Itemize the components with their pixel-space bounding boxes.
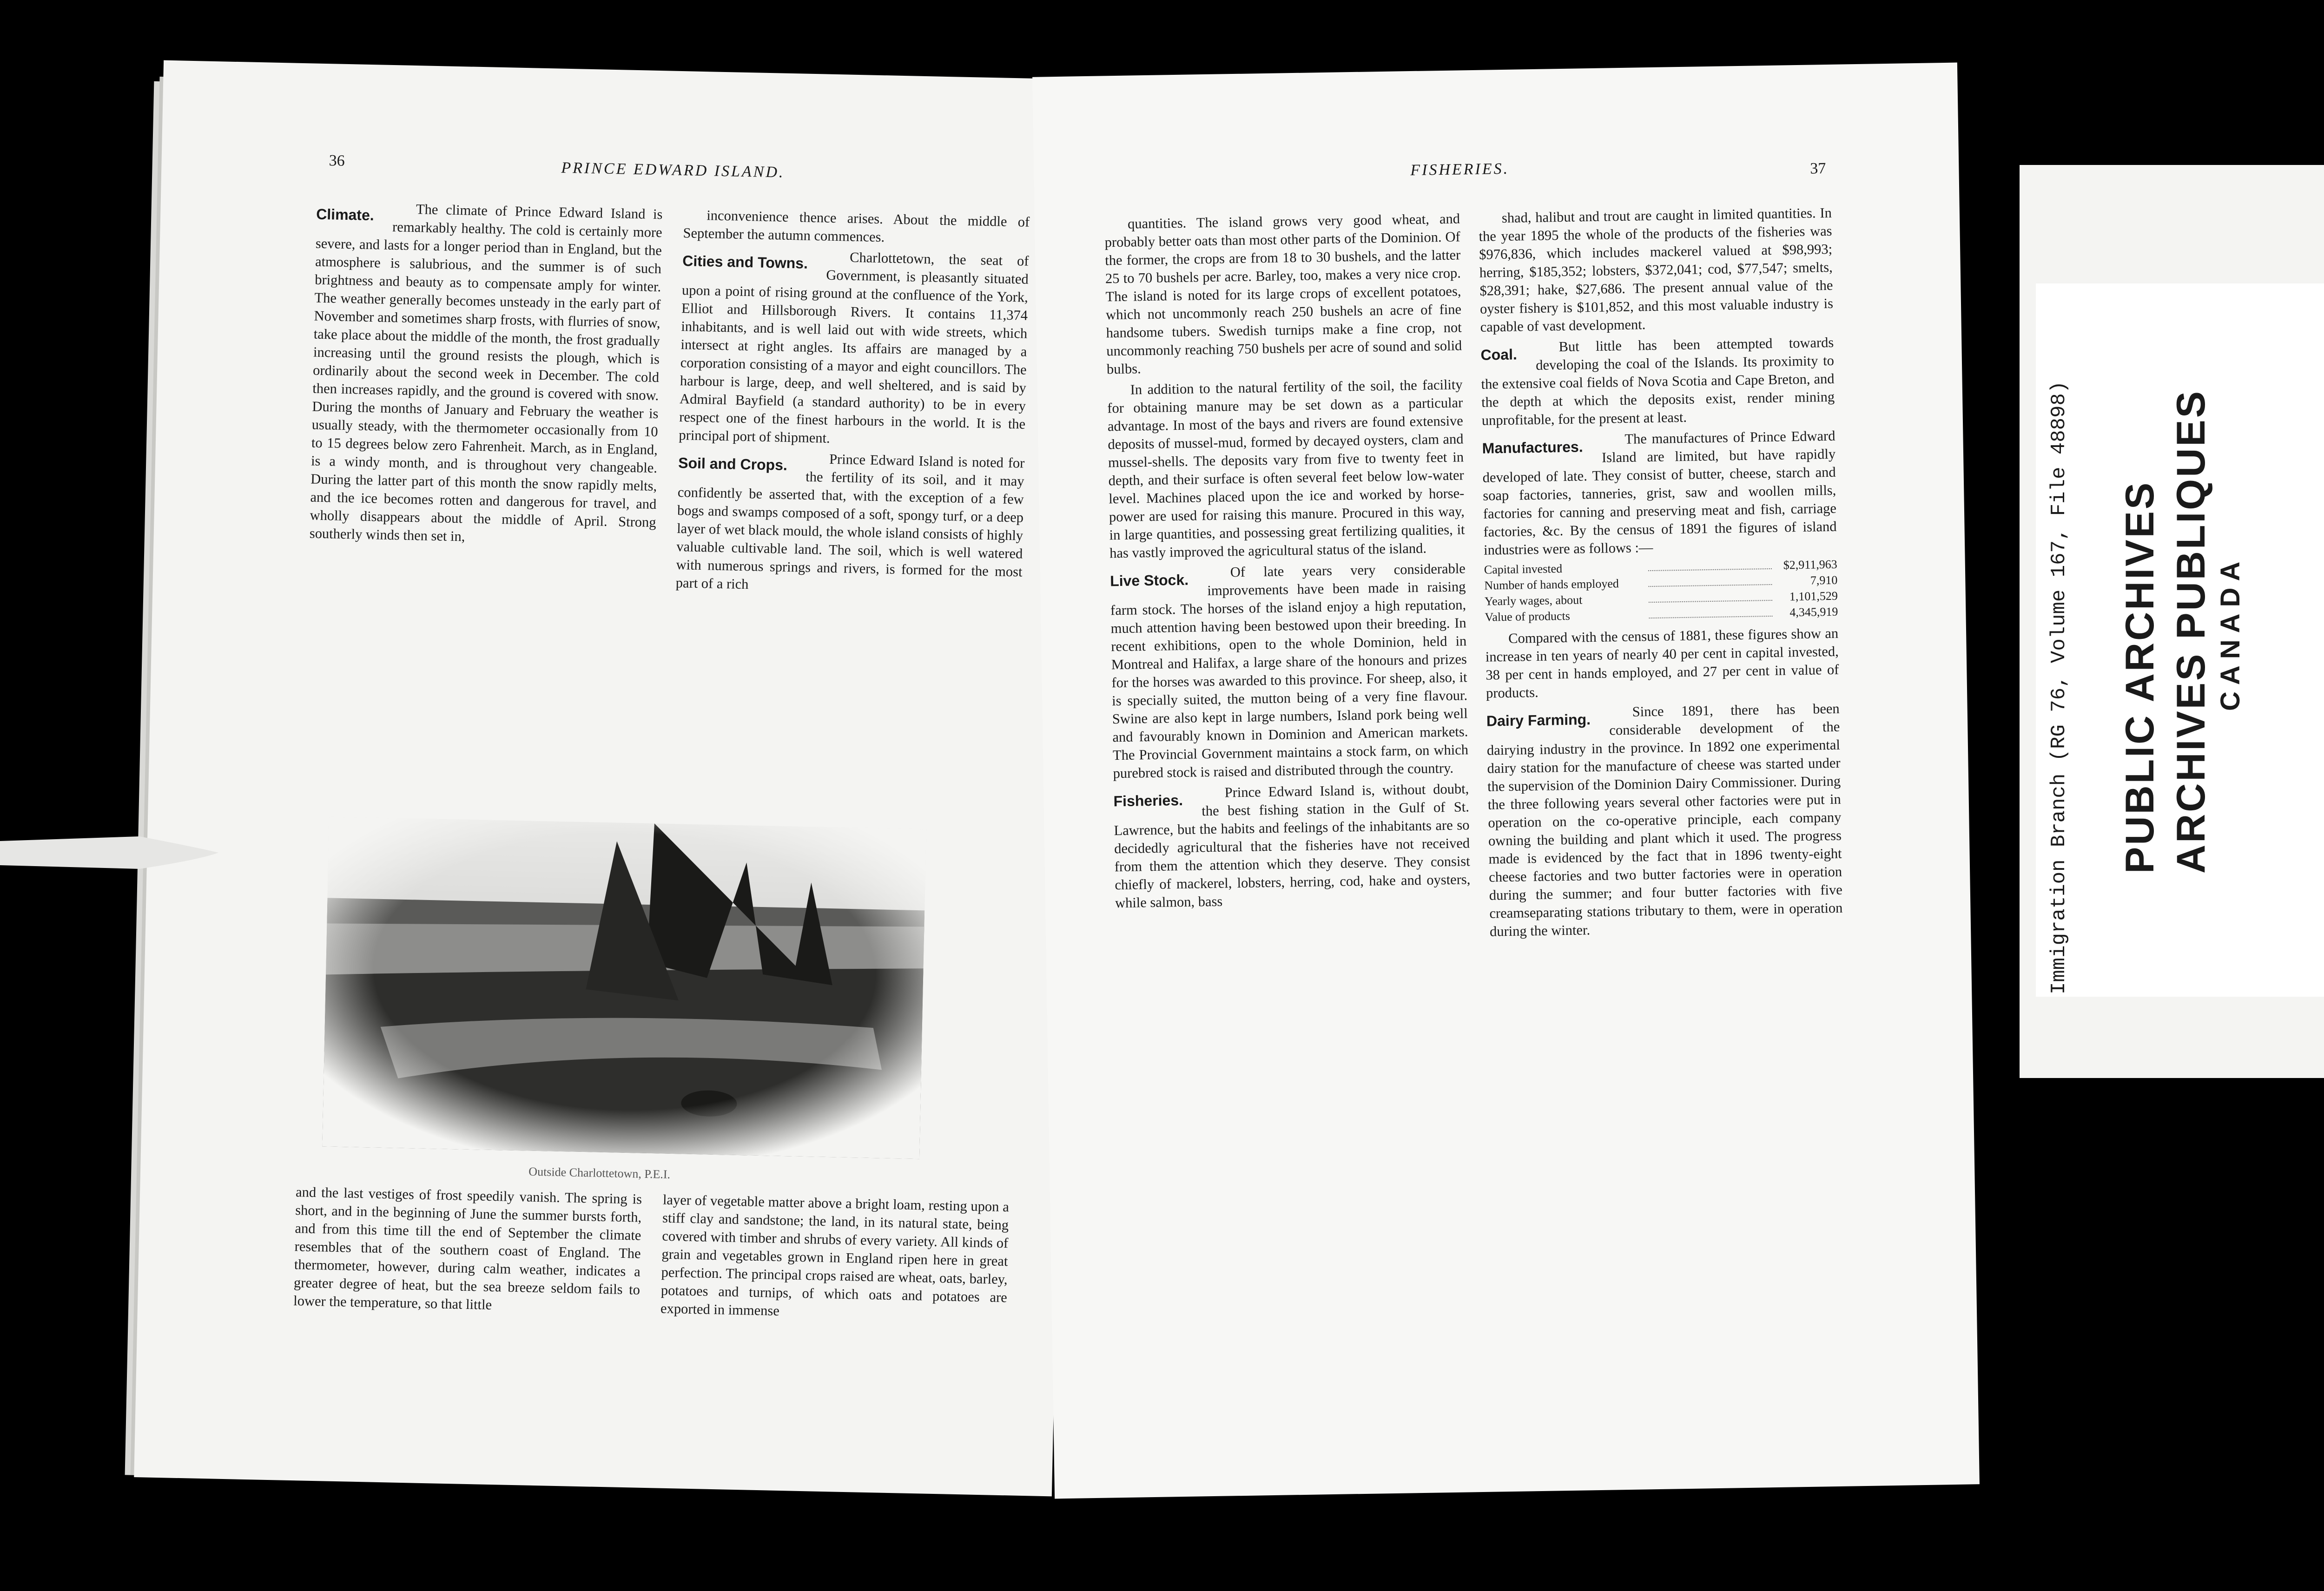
side-heading: Cities and Towns. <box>682 252 808 272</box>
archive-title-english: PUBLIC ARCHIVES <box>2118 480 2162 874</box>
side-heading: Soil and Crops. <box>678 454 788 473</box>
paragraph-text: Prince Edward Island is, without doubt, the best fishing station in the Gulf of St. Lawrence, but the habits and feelings of the inhabitants are so decidedly agricultural that the fisheries have not received from them the attention which they deserve. They consist chiefly of mackerel, lobsters, herring, cod, hake and oysters, while salmon, bass <box>1114 781 1471 911</box>
paragraph <box>1104 210 1462 378</box>
leader-dots <box>1648 589 1772 607</box>
running-head: PRINCE EDWARD ISLAND. <box>561 159 785 181</box>
side-heading: Fisheries. <box>1113 791 1183 810</box>
side-heading: Coal. <box>1480 346 1518 363</box>
table-cell-value: 4,345,919 <box>1789 605 1838 619</box>
archive-title-french: ARCHIVES PUBLIQUES <box>2169 389 2213 874</box>
paragraph <box>675 447 1024 599</box>
paragraph-text: Of late years very considerable improvements have been made in raising farm stock. The horses of the island enjoy a high reputation, much attention having been bestowed upon their breeding. In recent exhibitions, open to the whole Dominion, held in Montreal and Halifax, a large share of the honours and prizes for the horses was awarded to this province. For sheep, also, it is specially suited, the mutton being of a very fine flavour. Swine are also kept in large numbers, Island pork being well and favourably known in Dominion and American markets. The Provincial Government maintains a stock farm, on which purebred stock is raised and distributed through the country. <box>1110 560 1469 782</box>
paragraph-text: Since 1891, there has been considerable development of the dairying industry in the province. In 1892 one experimental dairy station for the manufacture of cheese was started under the supervision of the Dominion Dairy Commissioner. During the three following years several other factories were put in operation on the co-operative principle, each company owning the building and plant which it used. The progress made is evidenced by the fact that in 1896 twenty-eight cheese factories and two butter factories were in operation during the summer; and four butter factories with five creamseparating stations tributary to them, were in operation during the winter. <box>1486 700 1843 940</box>
paragraph <box>1480 334 1835 430</box>
section-group <box>1485 625 1843 941</box>
paragraph <box>1486 700 1843 941</box>
photo-caption: Outside Charlottetown, P.E.I. <box>528 1164 671 1182</box>
side-heading: Dairy Farming. <box>1486 711 1591 730</box>
table-cell-label: Value of products <box>1485 609 1571 624</box>
section-group <box>1479 204 1837 559</box>
side-heading: Manufactures. <box>1482 438 1583 457</box>
leader-dots <box>1649 605 1773 623</box>
paragraph-text: Compared with the census of 1881, these figures show an increase in ten years of nearly 40 per cent in capital invested, 38 per cent in hands employed, and 27 per cent in value of products. <box>1485 625 1839 701</box>
paragraph <box>1482 427 1837 559</box>
paper-knife <box>0 822 223 883</box>
page-number: 37 <box>1810 160 1826 178</box>
right-page <box>1032 63 1980 1499</box>
paragraph: and the last vestiges of frost speedily vanish. The spring is short, and in the beginning of June the summer bursts forth, and from this time till the end of September the climate resembles that of the southern coast of England. The thermometer, however, during calm weather, indicates a greater degree of heat, but the sea breeze seldom fails to lower the temperature, so that little <box>293 1184 642 1313</box>
paragraph <box>683 206 1030 250</box>
running-head: FISHERIES. <box>1410 160 1510 179</box>
census-table <box>1484 557 1838 625</box>
table-cell-value: $2,911,963 <box>1783 557 1837 572</box>
paragraph <box>1479 204 1834 336</box>
paragraph <box>309 198 662 550</box>
side-heading: Climate. <box>316 205 375 224</box>
leader-dots <box>1648 573 1772 591</box>
table-cell-value: 7,910 <box>1810 573 1838 587</box>
paragraph-text: But little has been attempted towards developing the coal of the Islands. Its proximity to the extensive coal fields of Nova Scotia and Cape Breton, and the depth at which the deposits exist, render mining unprofitable, for the present at least. <box>1481 334 1835 428</box>
paragraph-text: The climate of Prince Edward Island is remarkably healthy. The cold is certainly more severe, and lasts for a longer period than in England, but the atmosphere is salubrious, and the summer is of such brightness and beauty as to compensate amply for winter. The weather generally becomes unsteady in the early part of November and sometimes sharp frosts, with flurries of snow, take place about the middle of the month, the frost gradually increasing until the ground resists the plough, which is ordinarily about the second week in December. The cold then increases rapidly, and the ground is covered with snow. During the months of January and February the weather is usually steady, with the thermometer occasionally from 10 to 15 degrees below zero Fahrenheit. March, as in England, is a windy month, and is throughout very changeable. During the latter part of this month the snow rapidly melts, and the ice becomes rotten and dangerous for travel, and wholly disappears about the middle of April. Strong southerly winds then set in, <box>309 201 663 545</box>
side-heading: Live Stock. <box>1109 571 1189 590</box>
paragraph-text: The manufactures of Prince Edward Island are limited, but have rapidly developed of late. They consist of butter, cheese, starch and soap factories, tanneries, grist, saw and woollen mills, factories for canning and preserving meat and fish, carriage factories, &c. By the census of 1891 the figures of island industries were as follows :— <box>1482 427 1837 558</box>
paragraph-text: Charlottetown, the seat of Government, is pleasantly situated upon a point of rising ground at the confluence of the York, Elliot and Hillsborough Rivers. It contains 11,374 inhabitants, and is well laid out with wide streets, which intersect at right angles. Its affairs are managed by a corporation consisting of a mayor and eight councillors. The harbour is large, deep, and well sheltered, and is said by Admiral Bayfield (a standard authority) to be in every respect one of the finest harbours in the world. It is the principal port of shipment. <box>679 249 1029 446</box>
right-column <box>1479 204 1843 944</box>
left-column-bottom <box>293 1183 642 1320</box>
paragraph <box>1110 559 1469 782</box>
right-column-top <box>675 206 1030 602</box>
archive-title-country: CANADA <box>2215 555 2245 711</box>
paragraph-text: Prince Edward Island is noted for the fertility of its soil, and it may confidently be asserted that, with the exception of a few bogs and swamps composed of a soft, spongy turf, or a deep layer of wet black mould, the whole island consists of highly valuable cultivable land. The soil, which is well watered with numerous springs and rivers, is formed for the most part of a rich <box>675 451 1025 592</box>
table-cell-label: Yearly wages, about <box>1484 593 1583 608</box>
paragraph-text: quantities. The island grows very good wheat, and probably better oats than most other parts of the Dominion. Of the former, the crops are from 18 to 30 bushels, and the latter 25 to 70 bushels per acre. Barley, too, makes a very nice crop. The island is noted for its large crops of excellent potatoes, which not uncommonly reach 250 bushels an acre of fine handsome tubers. Swedish turnips make a fine crop, not uncommonly reaching 750 bushels per acre of sound and solid bulbs. <box>1104 210 1462 377</box>
left-page <box>134 60 1081 1497</box>
paragraph-text: shad, halibut and trout are caught in limited quantities. In the year 1895 the whole of the products of the fisheries was $976,836, which includes mackerel valued at $98,993; herring, $185,352; lobsters, $372,041; cod, $77,547; smelts, $28,391; hake, $27,686. The present annual value of the oyster fishery is $101,852, and this most valuable industry is capable of vast development. <box>1479 204 1834 335</box>
paragraph: layer of vegetable matter above a bright loam, resting upon a stiff clay and sandstone; the land, in its natural state, being covered with timber and shrubs of every variety. All kinds of grain and vegetables grown in England ripen here in great perfection. The principal crops raised are wheat, oats, barley, potatoes and turnips, of which oats and potatoes are exported in immense <box>660 1191 1010 1319</box>
paragraph <box>1113 780 1471 912</box>
leader-dots <box>1648 558 1772 575</box>
table-cell-label: Capital invested <box>1484 562 1563 577</box>
paragraph <box>1485 625 1839 703</box>
harbour-photo <box>322 816 926 1159</box>
right-column-bottom <box>660 1191 1010 1328</box>
left-column <box>1104 210 1471 915</box>
page-number: 36 <box>329 152 345 170</box>
paragraph-text: In addition to the natural fertility of the soil, the facility for obtaining manure may be set down as a particular advantage. In most of the bays and rivers are found extensive deposits of mussel-mud, formed by decayed oysters, clam and mussel-shells. The deposits vary from five to twenty feet in depth, and their surface is often several feet below low-water level. Machines placed upon the ice and worked by horse-power are used for raising this manure. Procured in this way, in large quantities, and possessing great fertilizing qualities, it has vastly improved the agricultural status of the island. <box>1107 376 1465 561</box>
left-column-top <box>309 198 662 552</box>
paragraph <box>1107 375 1465 562</box>
paragraph-text: inconvenience thence arises. About the middle of September the autumn commences. <box>683 207 1030 245</box>
table-cell-value: 1,101,529 <box>1789 589 1838 604</box>
archive-reference: Immigration Branch (RG 76, Volume 167, File 48898) <box>2047 381 2071 994</box>
table-cell-label: Number of hands employed <box>1484 577 1619 592</box>
paragraph <box>679 245 1029 452</box>
